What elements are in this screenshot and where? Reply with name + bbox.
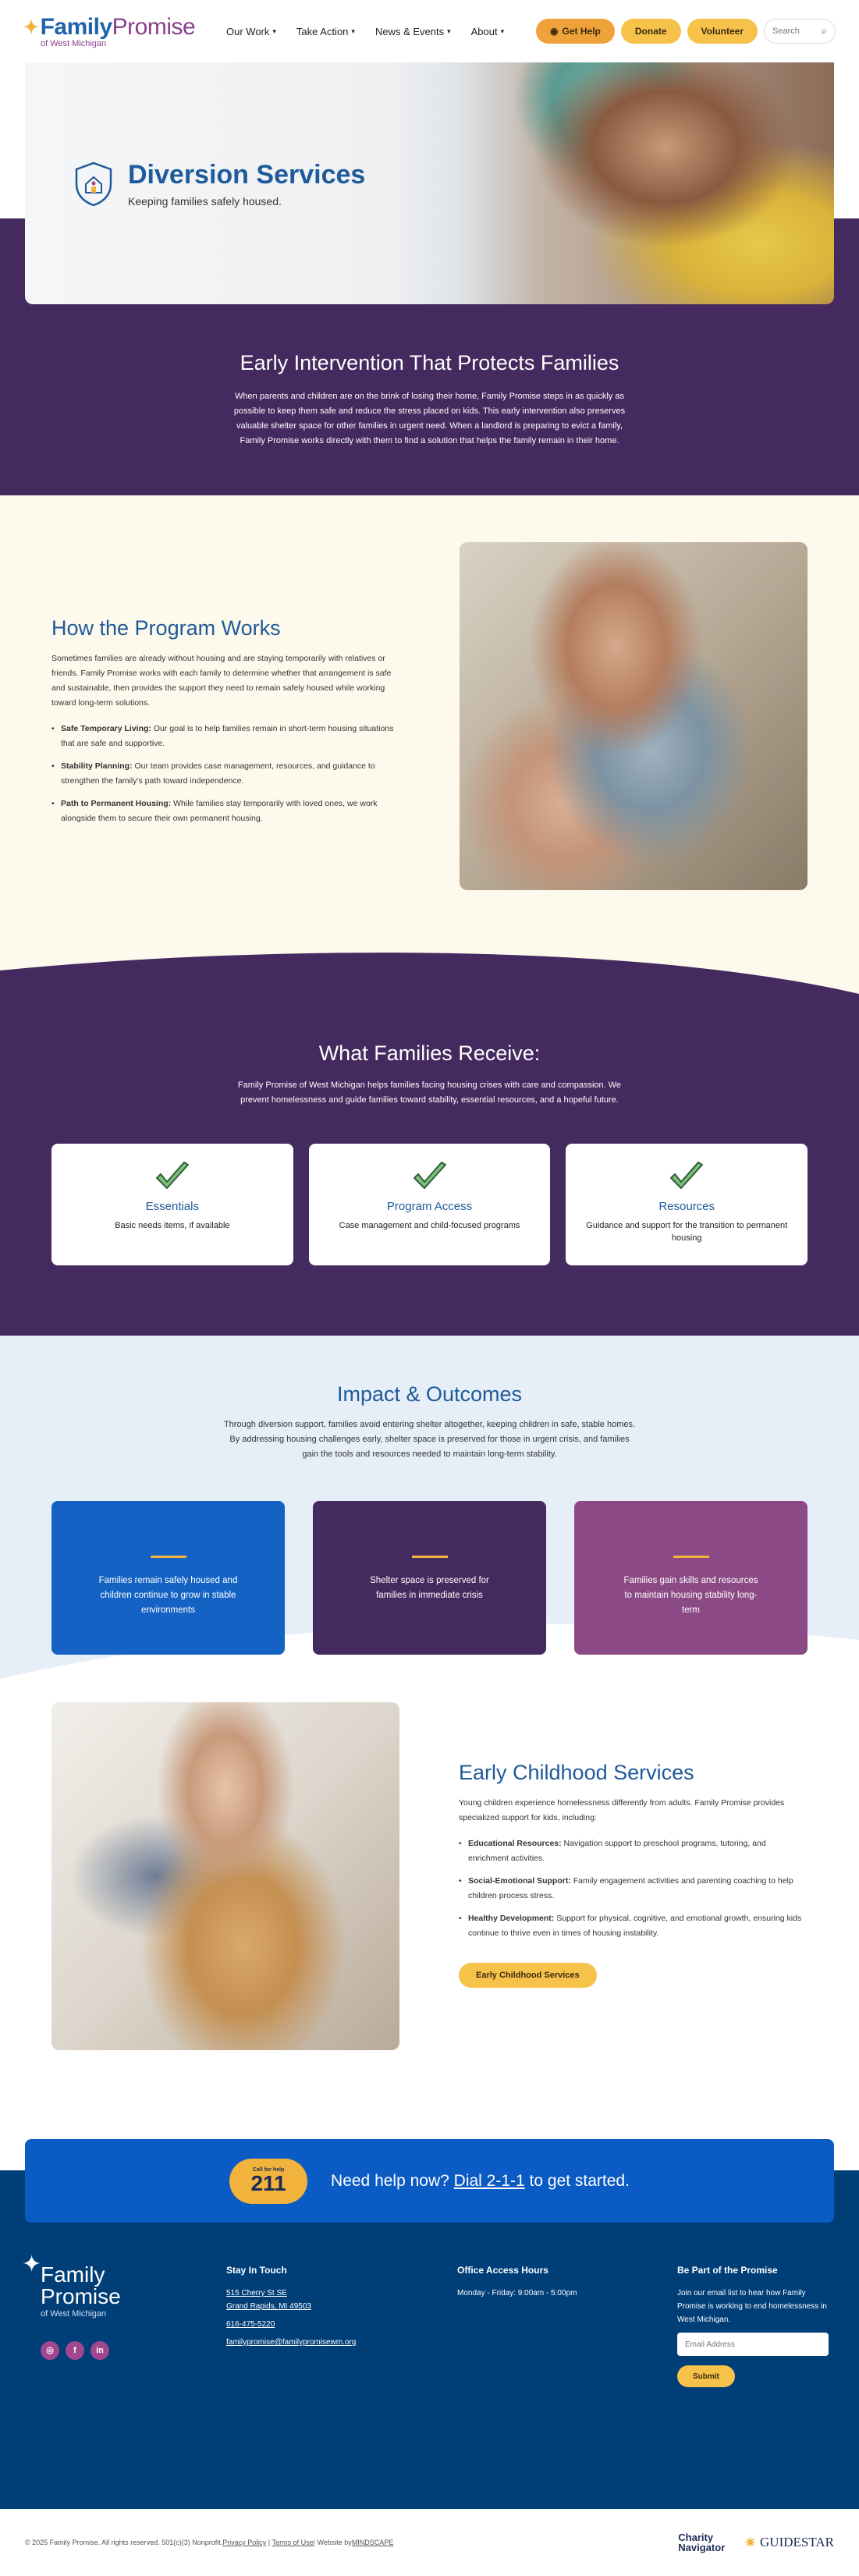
list-item	[51, 759, 395, 789]
early-childhood-section	[0, 1687, 859, 2139]
volunteer-button[interactable]: Volunteer	[687, 19, 758, 44]
card-desc: Guidance and support for the transition to permanent housing	[586, 1221, 788, 1243]
help-text	[331, 2172, 630, 2191]
search-input[interactable]	[764, 19, 836, 44]
partner-logos	[678, 2532, 834, 2553]
how-list	[51, 722, 395, 826]
early-list	[459, 1836, 807, 1941]
checkmark-icon	[669, 1161, 705, 1192]
how-heading: How the Program Works	[51, 616, 281, 640]
footer-stay-in-touch	[226, 2264, 457, 2387]
search-placeholder: Search	[772, 27, 800, 36]
nav-label: About	[470, 25, 498, 37]
help-text-before: Need help now?	[331, 2171, 454, 2190]
nav-about[interactable]	[471, 26, 505, 37]
nav-label: News & Events	[374, 25, 445, 37]
chevron-down-icon: ▾	[272, 27, 276, 35]
dial-211-link[interactable]: Dial 2-1-1	[453, 2171, 525, 2190]
badge-number: 211	[250, 2171, 286, 2195]
nav-take-action[interactable]	[296, 26, 355, 37]
list-item	[459, 1874, 807, 1904]
site-header	[0, 0, 859, 62]
main-nav	[226, 26, 504, 37]
office-hours-text: Monday - Friday: 9:00am - 5:00pm	[457, 2289, 577, 2297]
phone-link[interactable]: 616-475-5220	[226, 2320, 275, 2329]
impact-card-text: Families remain safely housed and children continue to grow in stable environments	[98, 1576, 238, 1615]
nav-label: Our Work	[226, 25, 270, 37]
receive-card-resources	[566, 1144, 808, 1265]
impact-text: Through diversion support, families avoid entering shelter altogether, keeping children in safe, stable homes. By addressing housing challenges early, shelter space is preserved for those in urgent crisis, and families gain the tools and resources needed to maintain long-term stability.	[223, 1420, 636, 1459]
list-item-text: Our team provides case management, resources, and guidance to strengthen the family's path toward independence.	[61, 761, 375, 786]
list-item-bold: Educational Resources:	[468, 1839, 562, 1848]
star-icon: ✷	[744, 2534, 758, 2552]
list-item-bold: Stability Planning:	[61, 761, 133, 771]
receive-cards	[51, 1144, 808, 1265]
accent-bar	[151, 1556, 186, 1558]
separator: |	[266, 2539, 272, 2546]
list-item	[459, 1836, 807, 1866]
get-help-label: Get Help	[562, 26, 601, 37]
list-item-bold: Healthy Development:	[468, 1914, 555, 1923]
site-logo[interactable]	[23, 14, 196, 48]
facebook-icon[interactable]: f	[66, 2341, 84, 2360]
list-item-bold: Social-Emotional Support:	[468, 1876, 571, 1886]
page-subtitle: Keeping families safely housed.	[128, 195, 282, 208]
checkmark-icon	[154, 1161, 190, 1192]
logo-subtitle: of West Michigan	[41, 39, 107, 48]
receive-text: Family Promise of West Michigan helps families facing housing crises with care and compassion. We prevent homelessness and guide families toward stability, essential resources, and a hopeful future.	[237, 1080, 622, 1105]
list-item-text: Navigation support to preschool programs, tutoring, and enrichment activities.	[468, 1839, 766, 1863]
early-text: Young children experience homelessness differently from adults. Family Promise provides specialized support for kids, including:	[459, 1798, 785, 1822]
impact-card	[313, 1501, 546, 1655]
card-desc: Basic needs items, if available	[115, 1221, 230, 1230]
intro-text: When parents and children are on the brink of losing their home, Family Promise steps in as quickly as possible to keep them safe and reduce the stress placed on kids. This early intervention also preserves valuable shelter space for other families in urgent need. When a landlord is preparing to evict a family, Family Promise works directly with them to find a solution that helps the family remain in their home.	[233, 392, 626, 445]
website-by-text: | Website by	[313, 2539, 352, 2546]
footer-logo[interactable]	[22, 2251, 226, 2387]
receive-card-essentials	[51, 1144, 293, 1265]
receive-card-program-access	[309, 1144, 551, 1265]
nav-news-events[interactable]	[375, 26, 451, 37]
nav-label: Take Action	[296, 25, 349, 37]
early-photo-father-daughter	[51, 1702, 399, 2050]
footer-logo-wordmark	[41, 2264, 226, 2308]
how-text: Sometimes families are already without housing and are staying temporarily with relatives or friends. Family Promise works with each family to determine whether that arrangement is safe and sustainable, then provides the support they need to remain safely housed while working toward long-term solutions.	[51, 654, 392, 708]
footer-logo-promise: Promise	[41, 2284, 121, 2308]
intro-section	[0, 312, 859, 495]
guidestar-text: GUIDESTAR	[760, 2535, 834, 2549]
checkmark-icon	[412, 1161, 448, 1192]
email-field[interactable]	[677, 2333, 829, 2356]
wave-divider	[0, 947, 859, 1009]
submit-button[interactable]: Submit	[677, 2365, 735, 2387]
how-content	[51, 616, 395, 834]
footer-logo-family: Family	[41, 2262, 105, 2287]
early-heading: Early Childhood Services	[459, 1761, 694, 1784]
nav-our-work[interactable]	[226, 26, 276, 37]
accent-bar	[412, 1556, 448, 1558]
accent-bar	[673, 1556, 709, 1558]
get-help-button[interactable]	[536, 19, 615, 44]
copyright-text: © 2025 Family Promise. All rights reserved. 501(c)(3) Nonprofit.	[25, 2539, 223, 2546]
footer-heading: Stay In Touch	[226, 2265, 287, 2276]
instagram-icon[interactable]: ◎	[41, 2341, 59, 2360]
chevron-down-icon: ▾	[447, 27, 451, 35]
help-text-after: to get started.	[524, 2171, 630, 2190]
chevron-down-icon: ▾	[500, 27, 505, 35]
hero-section	[0, 62, 859, 312]
footer-wrapper	[0, 2139, 859, 2509]
social-links	[41, 2341, 226, 2360]
impact-heading: Impact & Outcomes	[336, 1382, 523, 1406]
impact-card	[51, 1501, 285, 1655]
list-item-bold: Path to Permanent Housing:	[61, 799, 172, 808]
footer-office-hours	[457, 2264, 677, 2387]
card-title: Program Access	[386, 1200, 473, 1213]
logo-wordmark	[23, 14, 196, 41]
shield-home-icon	[73, 161, 114, 208]
email-link[interactable]: familypromise@familypromisewm.org	[226, 2338, 357, 2347]
page-title: Diversion Services	[128, 160, 366, 190]
impact-outcomes-section	[0, 1336, 859, 1687]
impact-cards	[51, 1501, 808, 1655]
footer-heading: Office Access Hours	[457, 2265, 548, 2276]
star-icon: ✦	[22, 2251, 42, 2277]
donate-button[interactable]: Donate	[621, 19, 681, 44]
charity-text: Charity	[678, 2532, 714, 2543]
privacy-link[interactable]: Privacy Policy	[222, 2539, 267, 2546]
list-item	[51, 722, 395, 751]
footer-logo-subtitle: of West Michigan	[41, 2309, 107, 2319]
hero-text	[128, 160, 365, 208]
receive-heading: What Families Receive:	[318, 1041, 541, 1065]
help-banner	[25, 2139, 834, 2223]
footer-heading: Be Part of the Promise	[677, 2265, 778, 2276]
agency-link[interactable]: MINDSCAPE	[351, 2539, 394, 2546]
how-photo-mother-son	[460, 542, 808, 890]
chevron-down-icon: ▾	[351, 27, 355, 35]
impact-card	[574, 1501, 808, 1655]
search-icon[interactable]: ⌕	[821, 25, 827, 37]
how-program-works-section	[0, 495, 859, 948]
list-item	[51, 797, 395, 826]
hero-heading-group	[73, 160, 365, 208]
logo-family-text: Family	[40, 14, 112, 40]
call-211-badge	[229, 2159, 307, 2204]
list-item-text: Family engagement activities and parenting coaching to help children process stress.	[468, 1876, 793, 1900]
list-item-text: Support for physical, cognitive, and emotional growth, ensuring kids continue to thrive even in times of housing instability.	[468, 1914, 802, 1938]
hero-photo-mother-child	[460, 62, 834, 304]
navigator-text: Navigator	[678, 2542, 726, 2553]
bottom-bar	[0, 2509, 859, 2576]
guidestar-logo[interactable]	[744, 2533, 834, 2553]
help-icon: ◉	[550, 26, 559, 37]
linkedin-icon[interactable]: in	[91, 2341, 109, 2360]
list-item-text: Our goal is to help families remain in short-term housing situations that are safe and supportive.	[61, 724, 394, 748]
card-title: Resources	[658, 1200, 715, 1213]
hero-banner	[25, 62, 834, 304]
header-actions	[536, 19, 836, 44]
badge-small-text: Call for help	[252, 2167, 285, 2173]
list-item-text: While families stay temporarily with loved ones, we work alongside them to secure their own permanent housing.	[61, 799, 378, 823]
list-item	[459, 1911, 807, 1941]
star-icon: ✦	[23, 16, 39, 38]
footer-columns	[22, 2251, 834, 2387]
card-title: Essentials	[145, 1200, 200, 1213]
charity-navigator-logo[interactable]	[678, 2532, 725, 2553]
logo-promise-text: Promise	[112, 14, 196, 40]
what-families-receive-section	[0, 948, 859, 1336]
terms-link[interactable]: Terms of Use	[272, 2539, 314, 2546]
card-desc: Case management and child-focused programs	[339, 1221, 520, 1230]
impact-card-text: Shelter space is preserved for families in immediate crisis	[370, 1576, 489, 1600]
impact-card-text: Families gain skills and resources to maintain housing stability long-term	[623, 1576, 758, 1615]
address-line2-link[interactable]: Grand Rapids, MI 49503	[226, 2302, 311, 2311]
early-content	[459, 1761, 807, 1988]
footer-newsletter	[677, 2264, 833, 2387]
list-item-bold: Safe Temporary Living:	[61, 724, 151, 733]
early-childhood-button[interactable]: Early Childhood Services	[459, 1963, 597, 1988]
newsletter-text: Join our email list to hear how Family Promise is working to end homelessness in West Michigan.	[677, 2289, 827, 2324]
address-line1-link[interactable]: 515 Cherry St SE	[226, 2289, 287, 2297]
intro-heading: Early Intervention That Protects Families	[240, 351, 619, 374]
